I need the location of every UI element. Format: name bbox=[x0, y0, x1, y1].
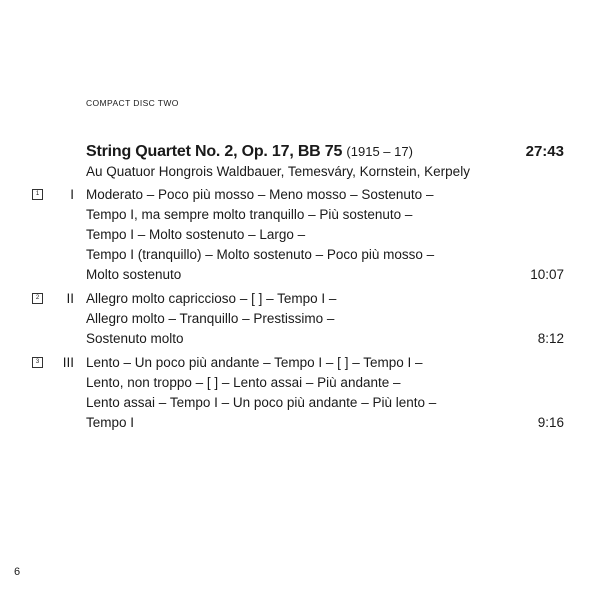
tempo-line: Lento, non troppo – [ ] – Lento assai – Più andante – bbox=[86, 375, 401, 390]
disc-label: COMPACT DISC TWO bbox=[86, 98, 179, 108]
tempo-line: Allegro molto – Tranquillo – Prestissimo – bbox=[86, 311, 335, 326]
movement-numeral: III bbox=[62, 355, 74, 370]
track-number-box: 3 bbox=[32, 357, 43, 368]
total-duration: 27:43 bbox=[525, 143, 564, 160]
tempo-line: Tempo I – Molto sostenuto – Largo – bbox=[86, 227, 306, 242]
work-years: (1915 – 17) bbox=[346, 144, 413, 159]
page-number: 6 bbox=[14, 566, 21, 578]
work-title-text: String Quartet No. 2, Op. 17, BB 75 bbox=[86, 143, 343, 160]
work-title bbox=[86, 143, 413, 161]
tempo-line: Molto sostenuto bbox=[86, 267, 182, 282]
movement-numeral: I bbox=[70, 187, 74, 202]
tempo-line: Tempo I, ma sempre molto tranquillo – Più sostenuto – bbox=[86, 207, 413, 222]
tempo-line: Sostenuto molto bbox=[86, 331, 184, 346]
track-number-box: 2 bbox=[32, 293, 43, 304]
track-duration: 8:12 bbox=[537, 331, 564, 346]
tempo-line: Tempo I (tranquillo) – Molto sostenuto – Poco più mosso – bbox=[86, 247, 435, 262]
tempo-line: Moderato – Poco più mosso – Meno mosso – Sostenuto – bbox=[86, 187, 434, 202]
movement-numeral: II bbox=[66, 291, 74, 306]
tempo-line: Lento assai – Tempo I – Un poco più andante – Più lento – bbox=[86, 395, 437, 410]
performers: Au Quatuor Hongrois Waldbauer, Temesváry, Kornstein, Kerpely bbox=[86, 164, 470, 179]
tempo-line: Lento – Un poco più andante – Tempo I – [ ] – Tempo I – bbox=[86, 355, 423, 370]
tempo-line: Allegro molto capriccioso – [ ] – Tempo I – bbox=[86, 291, 337, 306]
track-duration: 9:16 bbox=[537, 415, 564, 430]
track-duration: 10:07 bbox=[530, 267, 564, 282]
track-number-box: 1 bbox=[32, 189, 43, 200]
tempo-line: Tempo I bbox=[86, 415, 135, 430]
